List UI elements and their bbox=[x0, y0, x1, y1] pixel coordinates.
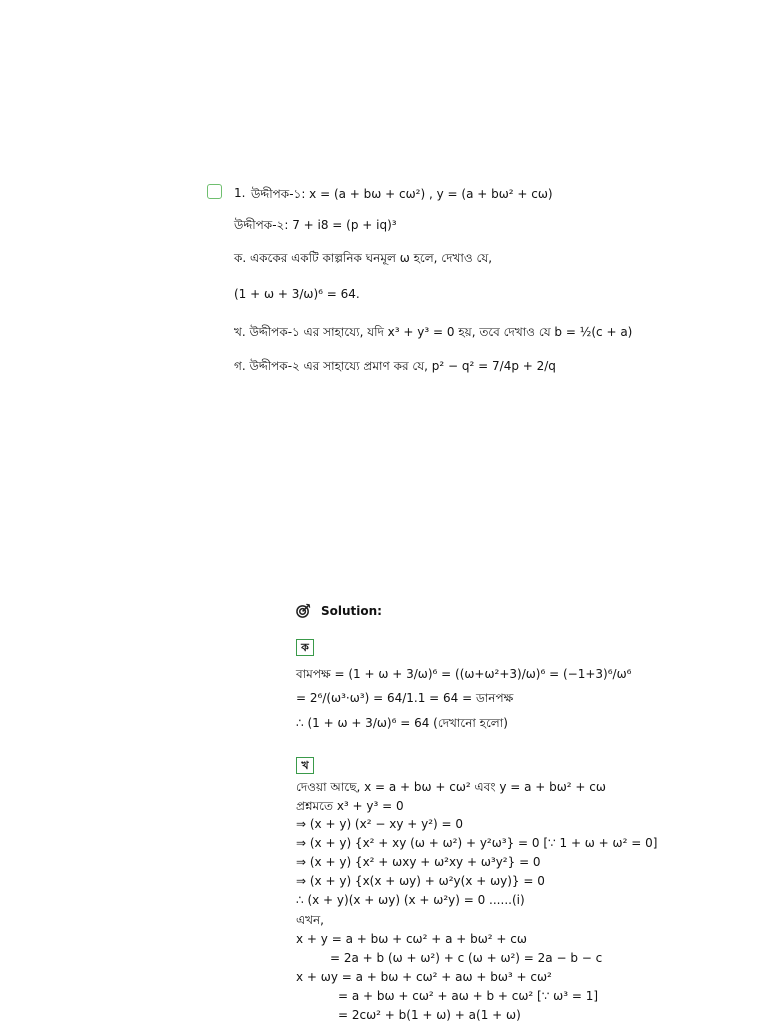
kha-line: = a + bω + cω² + aω + b + cω² [∵ ω³ = 1] bbox=[338, 989, 599, 1003]
kha-line: ∴ (x + y)(x + ωy) (x + ω²y) = 0 ......(i) bbox=[296, 893, 525, 907]
ka-line: = 2⁶/(ω³·ω³) = 64/1.1 = 64 = ডানপক্ষ bbox=[296, 691, 514, 705]
stem-1: উদ্দীপক-১: x = (a + bω + cω²) , y = (a + bω² + cω) bbox=[251, 187, 553, 201]
target-arrow-icon bbox=[296, 603, 311, 618]
part-ga-text: গ. উদ্দীপক-২ এর সাহায্যে প্রমাণ কর যে, p² − q² = 7/4p + 2/q bbox=[234, 359, 556, 373]
kha-line: x + ωy = a + bω + cω² + aω + bω³ + cω² bbox=[296, 970, 552, 984]
solution-ka-badge: ক bbox=[296, 639, 314, 656]
part-ka-equation: (1 + ω + 3/ω)⁶ = 64. bbox=[234, 287, 360, 301]
part-ka-text: ক. এককের একটি কাল্পনিক ঘনমূল ω হলে, দেখাও যে, bbox=[234, 251, 493, 265]
kha-line: x + y = a + bω + cω² + a + bω² + cω bbox=[296, 932, 527, 946]
kha-line: প্রশ্নমতে x³ + y³ = 0 bbox=[296, 799, 404, 813]
question-checkbox[interactable] bbox=[207, 184, 222, 199]
question-number: 1. bbox=[234, 186, 246, 200]
ka-line: ∴ (1 + ω + 3/ω)⁶ = 64 (দেখানো হলো) bbox=[296, 716, 508, 730]
kha-line: = 2cω² + b(1 + ω) + a(1 + ω) bbox=[338, 1008, 521, 1022]
stem-2: উদ্দীপক-২: 7 + i8 = (p + iq)³ bbox=[234, 218, 397, 232]
kha-line: ⇒ (x + y) (x² − xy + y²) = 0 bbox=[296, 817, 464, 831]
solution-kha-badge: খ bbox=[296, 757, 314, 774]
kha-line: ⇒ (x + y) {x² + xy (ω + ω²) + y²ω³} = 0 [∵ 1 + ω + ω² = 0] bbox=[296, 836, 658, 850]
kha-line: দেওয়া আছে, x = a + bω + cω² এবং y = a + bω² + cω bbox=[296, 780, 606, 794]
kha-line: ⇒ (x + y) {x(x + ωy) + ω²y(x + ωy)} = 0 bbox=[296, 874, 545, 888]
kha-line: ⇒ (x + y) {x² + ωxy + ω²xy + ω³y²} = 0 bbox=[296, 855, 541, 869]
solution-label: Solution: bbox=[321, 604, 382, 618]
ka-line: বামপক্ষ = (1 + ω + 3/ω)⁶ = ((ω+ω²+3)/ω)⁶ = (−1+3)⁶/ω⁶ bbox=[296, 667, 632, 681]
part-kha-text: খ. উদ্দীপক-১ এর সাহায্যে, যদি x³ + y³ = 0 হয়, তবে দেখাও যে b = ½(c + a) bbox=[234, 325, 633, 339]
kha-line: = 2a + b (ω + ω²) + c (ω + ω²) = 2a − b − c bbox=[330, 951, 603, 965]
kha-line: এখন, bbox=[296, 913, 324, 927]
